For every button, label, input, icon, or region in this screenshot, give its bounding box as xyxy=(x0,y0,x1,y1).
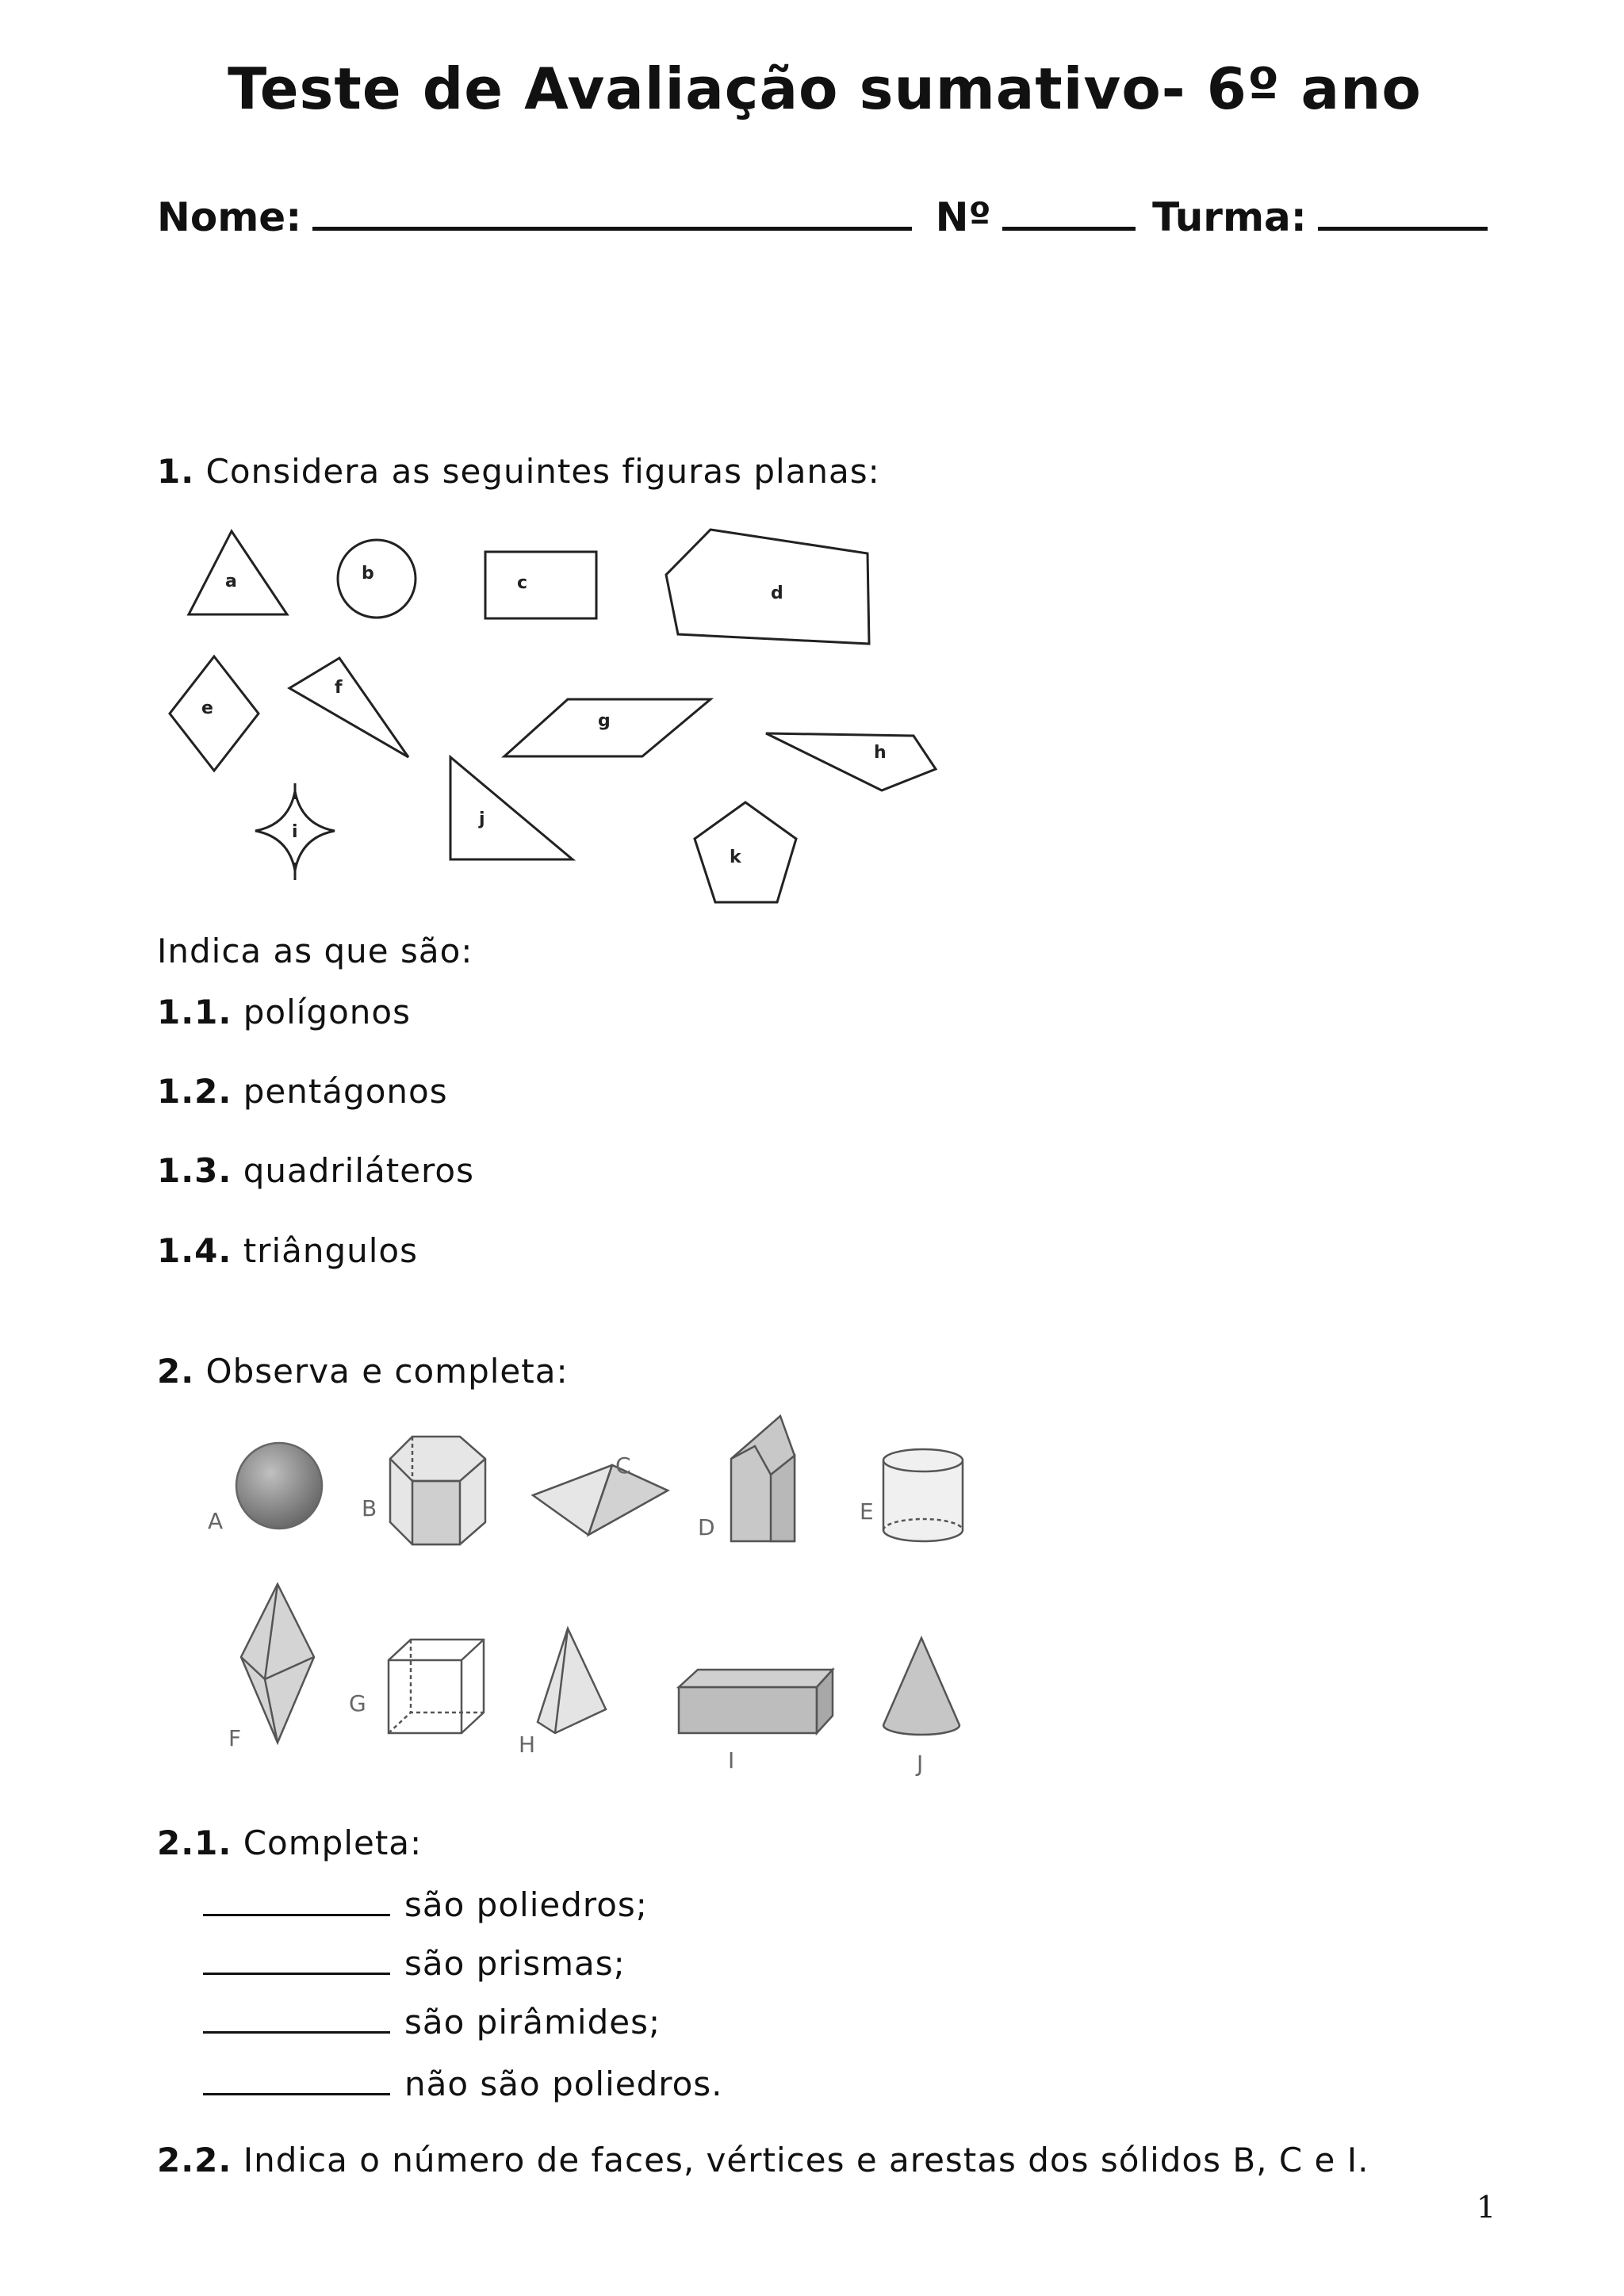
sub-question-2-2-text: Indica o número de faces, vértices e arestas dos sólidos B, C e I. xyxy=(243,2141,1369,2179)
solid-j-label: J xyxy=(917,1751,924,1777)
sub-question-2-2-number: 2.2. xyxy=(157,2141,232,2179)
answer-blank-3[interactable] xyxy=(203,2003,390,2034)
student-header xyxy=(157,189,1497,240)
solid-i-rectangular-prism xyxy=(679,1670,833,1733)
fill-line-2-text: são prismas; xyxy=(404,1944,626,1983)
figure-i-label: i xyxy=(292,822,298,842)
figure-k-label: k xyxy=(730,848,741,867)
figure-b-label: b xyxy=(362,564,374,584)
name-field[interactable] xyxy=(312,189,912,231)
page-number: 1 xyxy=(1477,2190,1496,2225)
item-1-1-text: polígonos xyxy=(243,993,411,1031)
figure-j-label: j xyxy=(479,809,485,829)
solid-c-pyramid xyxy=(533,1465,668,1535)
question-1-text: Considera as seguintes figuras planas: xyxy=(205,452,880,491)
solid-f-octahedron xyxy=(241,1584,314,1743)
fill-line-1 xyxy=(203,1885,648,1924)
answer-blank-1[interactable] xyxy=(203,1885,390,1916)
item-1-4-number: 1.4. xyxy=(157,1231,232,1270)
item-1-2-text: pentágonos xyxy=(243,1072,448,1111)
sub-question-2-1-number: 2.1. xyxy=(157,1823,232,1862)
figure-b-circle xyxy=(338,540,416,618)
item-1-1-number: 1.1. xyxy=(157,993,232,1031)
figure-h-label: h xyxy=(874,743,887,763)
fill-line-4 xyxy=(203,2064,723,2103)
solid-a-label: A xyxy=(208,1508,224,1534)
solid-f-label: F xyxy=(228,1725,242,1751)
solids-figures xyxy=(198,1403,991,1792)
fill-line-3-text: são pirâmides; xyxy=(404,2003,661,2042)
figure-c-label: c xyxy=(517,573,528,593)
figure-a-label: a xyxy=(225,572,237,591)
name-label: Nome: xyxy=(157,194,302,240)
solid-g-cube xyxy=(389,1640,484,1733)
item-1-3-number: 1.3. xyxy=(157,1151,232,1190)
fill-line-2 xyxy=(203,1944,626,1983)
figure-g-label: g xyxy=(598,711,611,731)
figure-c-rectangle xyxy=(485,552,596,618)
figure-e-label: e xyxy=(201,698,213,718)
figure-f-triangle xyxy=(289,658,408,757)
question-2-text: Observa e completa: xyxy=(205,1352,569,1391)
solid-i-label: I xyxy=(728,1747,735,1774)
figure-j-right-triangle xyxy=(450,757,573,859)
item-1-1 xyxy=(157,993,411,1031)
number-label: Nº xyxy=(935,194,991,240)
figure-k-pentagon xyxy=(695,802,796,902)
fill-line-1-text: são poliedros; xyxy=(404,1885,648,1924)
answer-blank-2[interactable] xyxy=(203,1944,390,1975)
number-field[interactable] xyxy=(1002,189,1136,231)
class-label: Turma: xyxy=(1152,194,1307,240)
item-1-3 xyxy=(157,1151,474,1190)
solid-c-label: C xyxy=(615,1452,631,1479)
solid-d-label: D xyxy=(698,1514,715,1540)
figure-d-pentagon xyxy=(666,530,869,644)
question-1-number: 1. xyxy=(157,452,195,491)
item-1-2 xyxy=(157,1072,448,1111)
item-1-4 xyxy=(157,1231,418,1270)
solid-h-pyramid xyxy=(538,1628,606,1733)
solid-g-label: G xyxy=(349,1690,366,1716)
figure-h-quadrilateral xyxy=(766,733,936,790)
solid-b-hexagonal-prism xyxy=(390,1437,485,1544)
question-2 xyxy=(157,1352,569,1391)
class-field[interactable] xyxy=(1318,189,1488,231)
answer-blank-4[interactable] xyxy=(203,2064,390,2095)
item-1-2-number: 1.2. xyxy=(157,1072,232,1111)
question-1 xyxy=(157,452,880,491)
solid-j-cone xyxy=(883,1638,959,1735)
figure-f-label: f xyxy=(335,678,343,698)
solid-a-sphere xyxy=(236,1443,322,1529)
item-1-4-text: triângulos xyxy=(243,1231,419,1270)
item-1-3-text: quadriláteros xyxy=(243,1151,474,1190)
solid-e-label: E xyxy=(860,1498,874,1525)
figure-d-label: d xyxy=(771,584,783,603)
solid-d-prism xyxy=(731,1416,795,1541)
indicate-text: Indica as que são: xyxy=(157,932,473,970)
figure-a-triangle xyxy=(189,531,287,614)
plane-figures xyxy=(159,515,952,928)
figure-e-rhombus xyxy=(170,656,259,771)
sub-question-2-1-text: Completa: xyxy=(243,1823,423,1862)
fill-line-3 xyxy=(203,2003,661,2042)
question-2-number: 2. xyxy=(157,1352,195,1391)
fill-line-4-text: não são poliedros. xyxy=(404,2064,723,2103)
solid-e-cylinder xyxy=(883,1449,963,1541)
solid-b-label: B xyxy=(362,1495,377,1521)
sub-question-2-1 xyxy=(157,1823,422,1862)
solid-h-label: H xyxy=(519,1732,536,1758)
sub-question-2-2 xyxy=(157,2141,1369,2179)
page-title: Teste de Avaliação sumativo- 6º ano xyxy=(228,55,1422,122)
